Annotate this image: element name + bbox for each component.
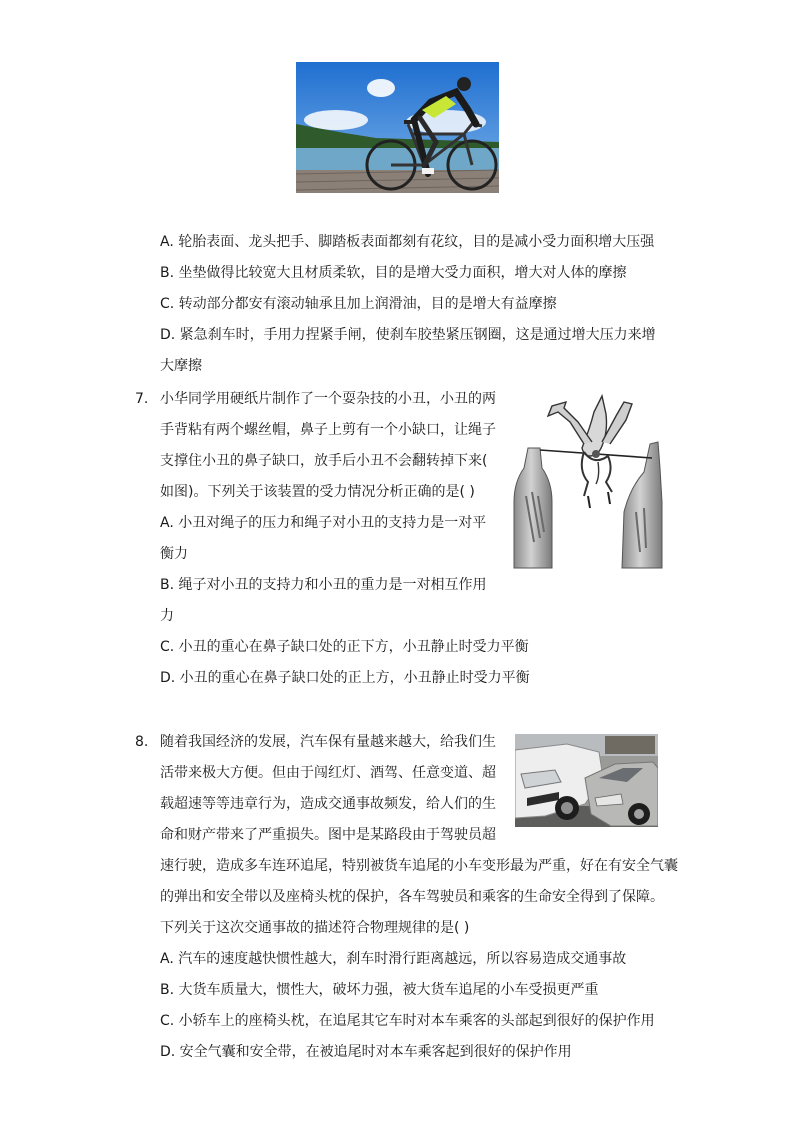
q8-option-d: D. 安全气囊和安全带，在被追尾时对本车乘客起到很好的保护作用 xyxy=(160,1044,572,1060)
q7-stem-line1: 小华同学用硬纸片制作了一个耍杂技的小丑，小丑的两 xyxy=(160,391,496,407)
q8-number: 8. xyxy=(135,734,149,750)
q7-stem-line2: 手背粘有两个螺丝帽，鼻子上剪有一个小缺口，让绳子 xyxy=(160,422,496,438)
q8-option-b: B. 大货车质量大，惯性大，破坏力强，被大货车追尾的小车受损更严重 xyxy=(160,982,599,998)
q7-option-a-line2: 衡力 xyxy=(160,546,188,562)
q8-stem-line5: 速行驶，造成多车连环追尾，特别被货车追尾的小车变形最为严重，好在有安全气囊 xyxy=(160,858,678,874)
q8-stem-line3: 载超速等等违章行为，造成交通事故频发，给人们的生 xyxy=(160,796,496,812)
q8-stem-line1: 随着我国经济的发展，汽车保有量越来越大，给我们生 xyxy=(160,734,496,750)
q6-option-c: C. 转动部分都安有滚动轴承且加上润滑油，目的是增大有益摩擦 xyxy=(160,296,557,312)
q8-option-c: C. 小轿车上的座椅头枕，在追尾其它车时对本车乘客的头部起到很好的保护作用 xyxy=(160,1013,655,1029)
q8-stem-line2: 活带来极大方便。但由于闯红灯、酒驾、任意变道、超 xyxy=(160,765,496,781)
q6-option-a: A. 轮胎表面、龙头把手、脚踏板表面都刻有花纹，目的是减小受力面积增大压强 xyxy=(160,234,655,250)
q7-stem-line4: 如图)。下列关于该装置的受力情况分析正确的是( ) xyxy=(160,484,475,500)
q6-option-b: B. 坐垫做得比较宽大且材质柔软，目的是增大受力面积，增大对人体的摩擦 xyxy=(160,265,627,281)
q7-option-c: C. 小丑的重心在鼻子缺口处的正下方，小丑静止时受力平衡 xyxy=(160,639,529,655)
q7-option-b-line2: 力 xyxy=(160,608,174,624)
q7-option-b-line1: B. 绳子对小丑的支持力和小丑的重力是一对相互作用 xyxy=(160,577,487,593)
q6-option-d-line2: 大摩擦 xyxy=(160,358,202,374)
q7-option-a-line1: A. 小丑对绳子的压力和绳子对小丑的支持力是一对平 xyxy=(160,515,487,531)
q6-option-d-line1: D. 紧急刹车时，手用力捏紧手闸，使刹车胶垫紧压钢圈，这是通过增大压力来增 xyxy=(160,327,656,343)
q7-option-d: D. 小丑的重心在鼻子缺口处的正上方，小丑静止时受力平衡 xyxy=(160,670,530,686)
q8-stem-line7: 下列关于这次交通事故的描述符合物理规律的是( ) xyxy=(160,920,470,936)
q8-stem-line4: 命和财产带来了严重损失。图中是某路段由于驾驶员超 xyxy=(160,827,496,843)
clown-balance-figure xyxy=(512,392,664,572)
q7-number: 7. xyxy=(135,391,149,407)
car-crash-photo xyxy=(515,734,658,827)
q7-stem-line3: 支撑住小丑的鼻子缺口，放手后小丑不会翻转掉下来( xyxy=(160,453,488,469)
q8-option-a: A. 汽车的速度越快惯性越大，刹车时滑行距离越远，所以容易造成交通事故 xyxy=(160,951,627,967)
q8-stem-line6: 的弹出和安全带以及座椅头枕的保护，各车驾驶员和乘客的生命安全得到了保障。 xyxy=(160,889,664,905)
cyclist-photo xyxy=(296,62,499,193)
